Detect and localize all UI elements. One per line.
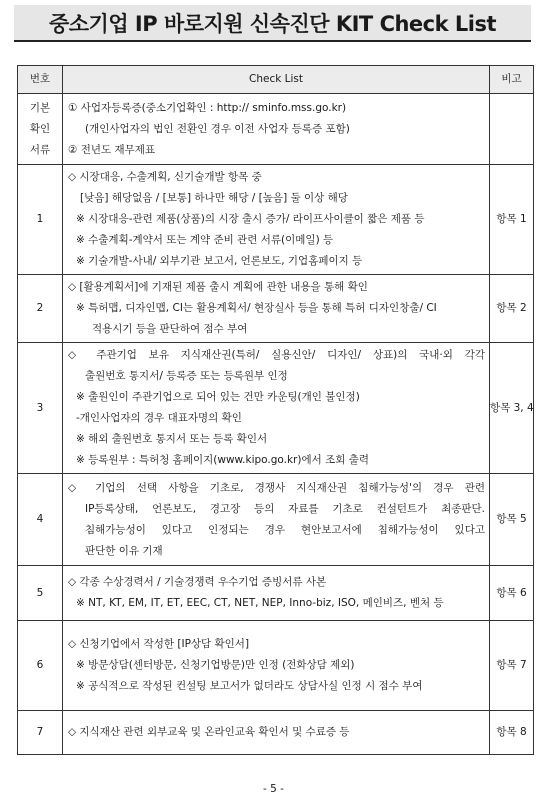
table-row [18,711,534,755]
content-line: (개인사업자의 법인 전환인 경우 이전 사업자 등록증 포함) [85,122,350,135]
row-content [63,566,490,621]
content-line: ◇ 지식재산 관련 외부교육 및 온라인교육 확인서 및 수료증 등 [68,726,350,738]
header-note: 비고 [490,66,534,94]
header-check-list: Check List [63,66,490,94]
table-row [18,474,534,566]
row-content [63,165,490,275]
table-header-row [18,66,534,94]
header-number: 번호 [18,66,63,94]
content-line: ※ 공식적으로 작성된 컨설팅 보고서가 없더라도 상담사실 인정 시 점수 부여 [76,680,423,692]
content-line: IP등록상태, 언론보도, 경고장 등의 자료를 기초로 컨설턴트가 최종판단. [85,502,485,515]
table-row [18,343,534,474]
row-note [490,94,534,165]
row-number: 5 [18,566,63,621]
content-line: -개인사업자의 경우 대표자명의 확인 [76,412,242,424]
row-category [18,94,63,165]
row-number: 2 [18,275,63,343]
row-content [63,474,490,566]
table-row [18,621,534,711]
row-number: 1 [18,165,63,275]
category-line: 기본 [29,101,51,114]
row-number: 7 [18,711,63,755]
content-line: ◇ 신청기업에서 작성한 [IP상담 확인서] [68,638,250,650]
row-note: 항목 8 [490,711,534,755]
row-content [63,343,490,474]
content-line: ※ 기술개발-사내/ 외부기관 보고서, 언론보도, 기업홈페이지 등 [76,255,363,267]
row-content [63,621,490,711]
row-note: 항목 2 [490,275,534,343]
title-banner [14,5,531,42]
content-line: [낮음] 해당없음 / [보통] 하나만 해당 / [높음] 둘 이상 해당 [80,192,348,204]
content-line: ◇ 시장대응, 수출계획, 신기술개발 항목 중 [68,171,262,183]
content-line: ※ 특허맵, 디자인맵, CI는 활용계획서/ 현장실사 등을 통해 특허 디자인창출/ CI [76,302,437,314]
category-line: 서류 [29,143,51,156]
content-line: 판단한 이유 기재 [85,544,163,557]
content-line: ② 전년도 재무제표 [68,143,156,156]
table-row [18,94,534,165]
content-line: ◇ 각종 수상경력서 / 기술경쟁력 우수기업 증빙서류 사본 [68,576,327,588]
content-line: ◇ [활용계획서]에 기재된 제품 출시 계획에 관한 내용을 통해 확인 [68,281,368,293]
checklist-table [17,65,534,755]
page-title: 중소기업 IP 바로지원 신속진단 KIT Check List [48,11,497,36]
page-number: - 5 - [263,783,284,795]
category-line: 확인 [29,122,51,135]
table-row [18,275,534,343]
content-line: ※ 해외 출원번호 통지서 또는 등록 확인서 [76,433,268,445]
table-row [18,566,534,621]
content-line: 적용시기 등을 판단하여 점수 부여 [92,323,248,335]
row-number: 3 [18,343,63,474]
content-line: 침해가능성이 있다고 인정되는 경우 현안보고서에 침해가능성이 있다고 [85,523,485,536]
content-line: ◇ 기업의 선택 사항을 기초로, 경쟁사 지식재산권 침해가능성'의 경우 관련 [68,481,485,494]
row-note: 항목 5 [490,474,534,566]
content-line: ※ 출원인이 주관기업으로 되어 있는 건만 카운팅(개인 불인정) [76,391,360,403]
content-line: 출원번호 통지서/ 등록증 또는 등록원부 인정 [85,370,288,382]
content-line: ◇ 주관기업 보유 지식재산권(특허/ 실용신안/ 디자인/ 상표)의 국내·외 각각 [68,349,485,361]
row-number: 4 [18,474,63,566]
row-number: 6 [18,621,63,711]
row-content [63,94,490,165]
row-note: 항목 3, 4 [490,343,534,474]
row-note: 항목 6 [490,566,534,621]
row-content [63,711,490,755]
content-line: ※ NT, KT, EM, IT, ET, EEC, CT, NET, NEP, Inno-biz, ISO, 메인비즈, 벤처 등 [76,597,444,609]
row-note: 항목 7 [490,621,534,711]
content-line: ※ 등록원부 : 특허청 홈페이지(www.kipo.go.kr)에서 조회 출력 [76,454,370,466]
row-content [63,275,490,343]
content-line: ※ 시장대응-관련 제품(상품)의 시장 출시 증가/ 라이프사이클이 짧은 제품 등 [76,213,425,225]
table-row [18,165,534,275]
content-line: ① 사업자등록증(중소기업확인 : http:// sminfo.mss.go.kr) [68,101,347,114]
content-line: ※ 방문상담(센터방문, 신청기업방문)만 인정 (전화상담 제외) [76,659,355,671]
row-note: 항목 1 [490,165,534,275]
content-line: ※ 수출계획-계약서 또는 계약 준비 관련 서류(이메일) 등 [76,234,334,246]
